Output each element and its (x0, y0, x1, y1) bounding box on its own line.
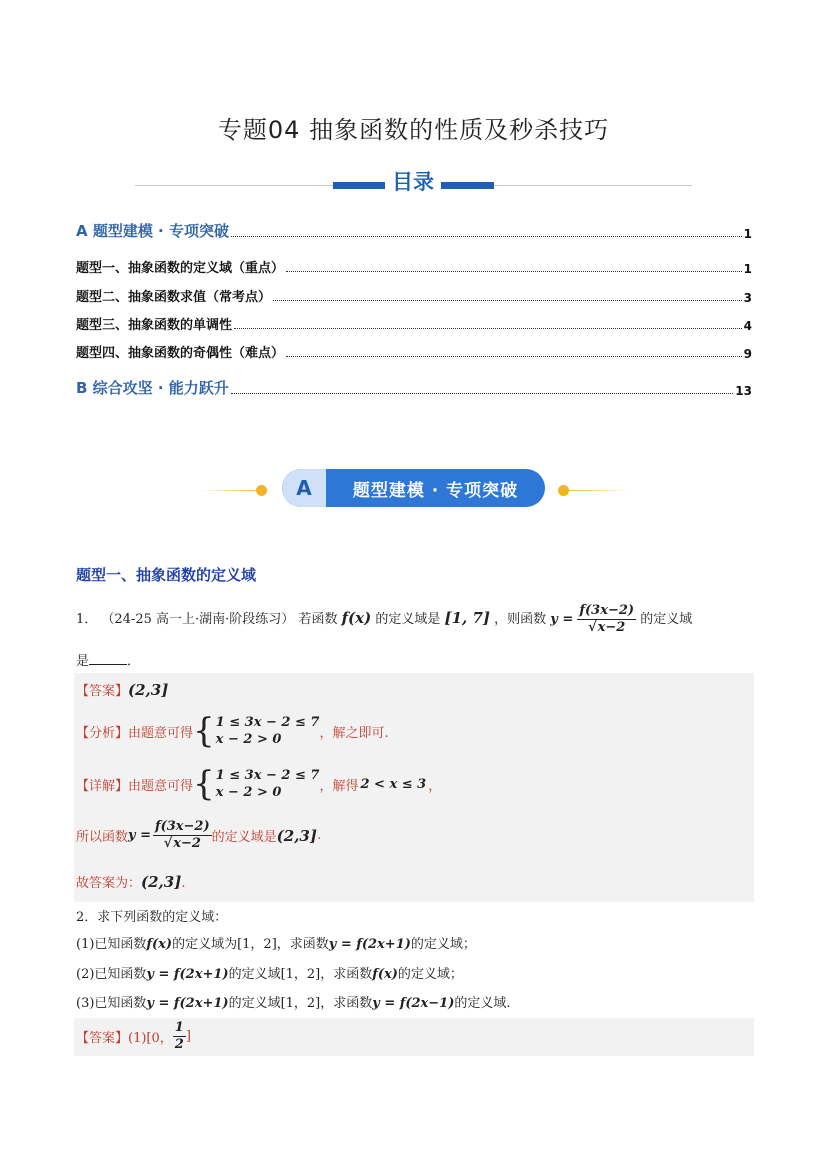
banner-line-right (566, 490, 628, 491)
system-line-1: 1 ≤ 3x − 2 ≤ 7 (215, 715, 320, 730)
a2-answer-b: ] (185, 1029, 191, 1044)
banner-dot-right (558, 485, 569, 496)
toc-item-type4[interactable] (76, 342, 752, 361)
a1-answer (76, 680, 168, 699)
toc-leader (286, 356, 742, 357)
q1-text-c: ，则函数 (494, 612, 547, 627)
toc-item-label: B 综合攻坚 · 能力跃升 (76, 379, 229, 397)
a2-answer (76, 1020, 191, 1053)
q2-p1-f: f(x) (146, 937, 173, 952)
system-line-1: 1 ≤ 3x − 2 ≤ 7 (215, 768, 320, 783)
q2-p3-b: 的定义域[1，2]，求函数 (228, 996, 373, 1011)
a1-analysis-a: 由题意可得 (128, 725, 194, 741)
q2-p1-g: y = f(2x+1) (328, 937, 411, 952)
toc-item-label: 题型一、抽象函数的定义域（重点） (76, 261, 285, 276)
a2-fraction (173, 1020, 186, 1053)
q2-p3-g: y = f(2x+1) (146, 996, 229, 1011)
q1-text-a: 若函数 (298, 612, 338, 627)
a1-so-den: x−2 (173, 836, 201, 851)
toc-bar-left (333, 182, 387, 189)
answer-blank[interactable] (89, 652, 127, 665)
a1-detail-b: ，解得 (319, 778, 359, 794)
q2-p3-c: 的定义域. (454, 996, 511, 1011)
a1-detail-system: { 1 ≤ 3x − 2 ≤ 7 x − 2 > 0 (193, 764, 320, 804)
q1-domain: [1, 7] (444, 609, 490, 627)
a1-conclusion (76, 819, 321, 852)
toc-heading: 目录 (385, 166, 441, 196)
q2-p1-a: (1)已知函数 (76, 937, 147, 952)
a1-detail-inequality: 2 < x ≤ 3 (360, 776, 427, 792)
toc-leader (231, 393, 733, 394)
q1-fx: f(x) (341, 609, 372, 627)
banner-letter: A (282, 469, 326, 507)
toc-item-page: 4 (743, 319, 752, 333)
a1-so-end: . (316, 828, 322, 843)
toc-leader (286, 271, 742, 272)
system-line-2: x − 2 > 0 (215, 732, 282, 747)
toc-leader (234, 328, 742, 329)
toc-item-label: 题型四、抽象函数的奇偶性（难点） (76, 346, 285, 361)
question-2-part3 (76, 992, 511, 1011)
q2-p2-c: 的定义域； (397, 967, 463, 982)
toc-item-type2[interactable] (76, 286, 752, 305)
a1-final-a: 故答案为： (76, 876, 142, 891)
a1-detail-c: ， (428, 778, 442, 794)
a1-analysis-label: 【分析】 (76, 725, 129, 741)
toc-item-type1[interactable] (76, 257, 752, 276)
q1-line2-end: ． (127, 654, 141, 669)
a1-answer-label: 【答案】 (76, 684, 129, 699)
toc-item-a[interactable] (76, 220, 752, 241)
q2-p2-g: y = f(2x+1) (146, 967, 229, 982)
q1-frac-den: x−2 (597, 620, 626, 635)
toc-item-label: 题型二、抽象函数求值（常考点） (76, 290, 272, 305)
a1-so-a: 所以函数 (76, 830, 129, 845)
a1-analysis-system: { 1 ≤ 3x − 2 ≤ 7 x − 2 > 0 (193, 711, 320, 751)
toc-leader (231, 236, 742, 237)
q1-fraction: $\frac{f(3x-2)}{√x-2}$ (579, 603, 635, 635)
q2-p2-f: f(x) (372, 967, 398, 982)
q1-number: 1． (76, 612, 98, 627)
question-2-head: 2．求下列函数的定义域： (76, 910, 228, 925)
toc-leader (273, 300, 742, 301)
a1-so-num: f(3x−2) (155, 819, 210, 834)
system-line-2: x − 2 > 0 (215, 785, 282, 800)
question-1 (76, 603, 692, 636)
a1-so-fraction: $\frac{f(3x-2)}{√x-2}$ (155, 819, 210, 851)
section-heading: 题型一、抽象函数的定义域 (76, 566, 257, 584)
a1-answer-value: (2,3] (128, 681, 169, 699)
a2-answer-label: 【答案】 (76, 1031, 129, 1046)
a1-so-y: y = (128, 828, 151, 843)
toc-item-page: 9 (743, 347, 752, 361)
page-title: 专题04 抽象函数的性质及秒杀技巧 (217, 116, 610, 144)
toc-item-b[interactable] (76, 377, 752, 398)
q1-line2: 是 (76, 654, 90, 669)
q1-y-eq: y = (550, 612, 574, 627)
q1-text-d: 的定义域 (640, 612, 693, 627)
question-1-line2 (76, 650, 140, 669)
q2-p2-a: (2)已知函数 (76, 967, 147, 982)
a1-final-end: . (181, 876, 186, 891)
q1-frac-num: f(3x−2) (579, 603, 635, 618)
a1-so-val: (2,3] (276, 826, 317, 845)
banner-dot-left (256, 485, 267, 496)
toc-item-label: 题型三、抽象函数的单调性 (76, 318, 233, 333)
banner-line-left (200, 490, 262, 491)
q2-p3-h: y = f(2x−1) (372, 996, 455, 1011)
toc-item-page: 1 (743, 262, 752, 276)
banner-text: 题型建模 · 专项突破 (352, 480, 519, 501)
toc-item-type3[interactable] (76, 314, 752, 333)
a1-detail-label: 【详解】 (76, 778, 129, 794)
toc-bar-right (440, 182, 494, 189)
question-2-part2 (76, 963, 463, 982)
a1-analysis-b: ，解之即可. (319, 725, 389, 741)
a1-detail-a: 由题意可得 (128, 778, 194, 794)
a2-answer-a: (1)[0， (128, 1031, 173, 1046)
q2-p1-b: 的定义域为[1，2]，求函数 (172, 937, 329, 952)
question-2-part1 (76, 933, 476, 952)
a1-final (76, 872, 185, 891)
a2-frac-den: 2 (174, 1037, 184, 1052)
q2-p2-b: 的定义域[1，2]，求函数 (228, 967, 373, 982)
a1-so-b: 的定义域是 (211, 830, 277, 845)
a1-final-val: (2,3] (141, 873, 182, 891)
section-banner (282, 469, 545, 507)
a2-frac-num: 1 (174, 1020, 184, 1035)
toc-item-page: 3 (743, 291, 752, 305)
toc-item-label: A 题型建模 · 专项突破 (76, 222, 229, 240)
toc-item-page: 13 (735, 384, 752, 398)
a1-detail (76, 764, 442, 804)
a1-analysis (76, 711, 389, 751)
toc-item-page: 1 (743, 227, 752, 241)
q1-source: （24-25 高一上·湖南·阶段练习） (101, 612, 295, 627)
q1-text-b: 的定义域是 (375, 612, 441, 627)
q2-p3-a: (3)已知函数 (76, 996, 147, 1011)
q2-p1-c: 的定义域； (410, 937, 476, 952)
